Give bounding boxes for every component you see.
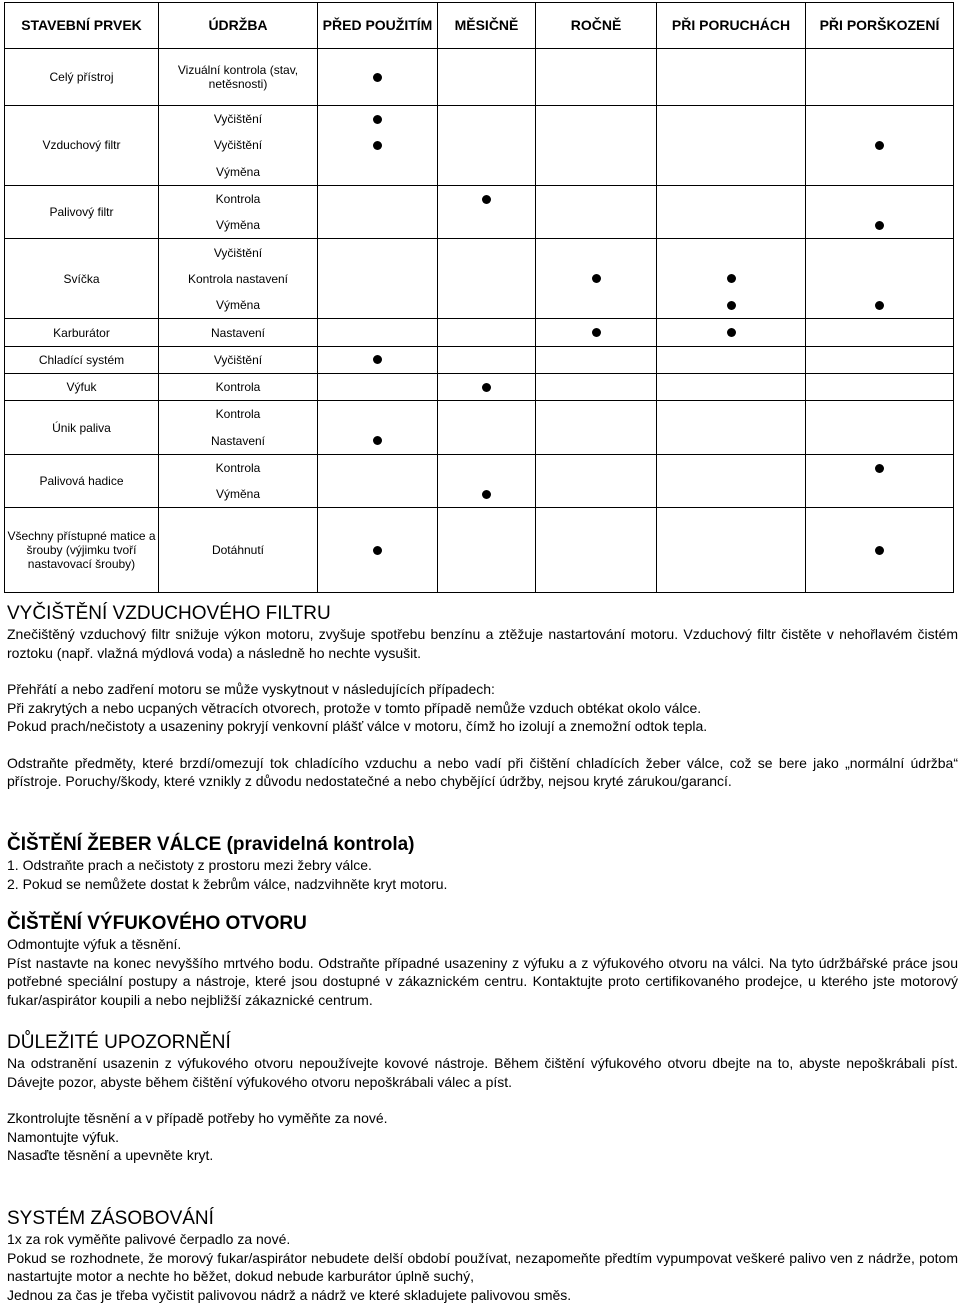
schedule-cell	[536, 239, 657, 319]
schedule-cell	[806, 508, 954, 593]
action-label: Výměna	[215, 487, 261, 502]
schedule-dot-icon	[592, 328, 601, 337]
action-cell	[159, 319, 318, 346]
schedule-cell	[318, 49, 438, 106]
schedule-cell	[657, 106, 806, 186]
part-cell: Svíčka	[5, 239, 159, 319]
schedule-cell	[536, 508, 657, 593]
header-cell: PŘI PORŠKOZENÍ	[806, 3, 954, 49]
schedule-dot-icon	[373, 141, 382, 150]
section-title: ČIŠTĚNÍ ŽEBER VÁLCE (pravidelná kontrola)	[7, 834, 415, 855]
schedule-dot-icon	[875, 301, 884, 310]
part-cell: Vzduchový filtr	[5, 106, 159, 186]
schedule-cell	[438, 106, 536, 186]
paragraph: Odstraňte předměty, které brzdí/omezují tok chladícího vzduchu a nebo vadí při čištění chladících žeber válce, což se bere jako „normální údržba“ přístroje. Poruchy/škody, které vznikly z důvodu nedostatečné a nebo chybějící údržby, nejsou kryté zárukou/garancí.	[7, 754, 958, 789]
schedule-dot-icon	[875, 221, 884, 230]
action-label: Kontrola	[215, 380, 261, 395]
section-title: SYSTÉM ZÁSOBOVÁNÍ	[7, 1208, 214, 1229]
part-cell: Karburátor	[5, 319, 159, 346]
action-label: Výměna	[215, 298, 261, 313]
schedule-dot-icon	[875, 141, 884, 150]
schedule-cell	[806, 346, 954, 373]
schedule-cell	[536, 319, 657, 346]
schedule-cell	[438, 239, 536, 319]
action-label: Vyčištění	[213, 245, 263, 260]
schedule-cell	[438, 185, 536, 239]
part-cell: Všechny přístupné matice a šrouby (výjimku tvoří nastavovací šrouby)	[5, 508, 159, 593]
action-label: Kontrola	[215, 407, 261, 422]
action-cell	[159, 239, 318, 319]
action-cell	[159, 454, 318, 508]
schedule-cell	[657, 346, 806, 373]
schedule-cell	[657, 401, 806, 455]
action-label: Kontrola nastavení	[187, 271, 289, 286]
action-label: Vyčištění	[213, 112, 263, 127]
schedule-cell	[657, 185, 806, 239]
action-label: Výměna	[215, 164, 261, 179]
air-filter-section	[7, 603, 958, 791]
schedule-dot-icon	[482, 195, 491, 204]
section-title: ČIŠTĚNÍ VÝFUKOVÉHO OTVORU	[7, 913, 307, 934]
paragraph: Namontujte výfuk.	[7, 1128, 120, 1145]
part-cell: Chladící systém	[5, 346, 159, 373]
schedule-cell	[536, 346, 657, 373]
schedule-cell	[657, 239, 806, 319]
header-cell: ÚDRŽBA	[159, 3, 318, 49]
action-cell	[159, 508, 318, 593]
schedule-cell	[657, 49, 806, 106]
header-cell: STAVEBNÍ PRVEK	[5, 3, 159, 49]
schedule-dot-icon	[373, 73, 382, 82]
schedule-cell	[438, 346, 536, 373]
action-label: Kontrola	[215, 192, 261, 207]
paragraph: Pokud prach/nečistoty a usazeniny pokryjí venkovní plášť válce v motoru, čímž ho izolují a znemožní odtok tepla.	[7, 718, 708, 734]
header-cell: MĚSIČNĚ	[438, 3, 536, 49]
schedule-dot-icon	[482, 383, 491, 392]
schedule-cell	[657, 373, 806, 400]
part-cell: Výfuk	[5, 373, 159, 400]
header-cell: PŘI PORUCHÁCH	[657, 3, 806, 49]
paragraph: Nasaďte těsnění a upevněte kryt.	[7, 1147, 214, 1163]
schedule-dot-icon	[373, 115, 382, 124]
list-item: 2. Pokud se nemůžete dostat k žebrům válce, nadzvihněte kryt motoru.	[7, 875, 448, 892]
section-title: DŮLEŽITÉ UPOZORNĚNÍ	[7, 1032, 231, 1053]
table-row	[5, 454, 954, 508]
action-label: Nastavení	[210, 325, 266, 340]
schedule-dot-icon	[727, 274, 736, 283]
schedule-cell	[318, 401, 438, 455]
action-cell	[159, 106, 318, 186]
schedule-cell	[806, 106, 954, 186]
schedule-cell	[536, 454, 657, 508]
part-cell: Únik paliva	[5, 401, 159, 455]
maintenance-table	[4, 2, 954, 593]
schedule-cell	[806, 49, 954, 106]
action-label: Vyčištění	[213, 138, 263, 153]
schedule-cell	[536, 49, 657, 106]
schedule-cell	[438, 508, 536, 593]
schedule-cell	[318, 373, 438, 400]
schedule-dot-icon	[482, 490, 491, 499]
paragraph: Jednou za čas je třeba vyčistit palivovou nádrž a nádrž ve které skladujete palivovou směs.	[7, 1286, 572, 1303]
table-row	[5, 185, 954, 239]
table-row	[5, 401, 954, 455]
notice-section	[7, 1032, 958, 1165]
schedule-cell	[438, 454, 536, 508]
schedule-dot-icon	[727, 328, 736, 337]
action-label: Vizuální kontrola (stav, netěsnosti)	[177, 63, 299, 91]
schedule-cell	[806, 185, 954, 239]
schedule-cell	[536, 373, 657, 400]
cylinder-section	[7, 834, 958, 893]
action-label: Nastavení	[210, 433, 266, 448]
schedule-cell	[318, 185, 438, 239]
list-item: 1. Odstraňte prach a nečistoty z prostoru mezi žebry válce.	[7, 857, 372, 873]
schedule-cell	[318, 454, 438, 508]
table-row	[5, 49, 954, 106]
header-cell: PŘED POUŽITÍM	[318, 3, 438, 49]
schedule-cell	[657, 508, 806, 593]
schedule-cell	[806, 454, 954, 508]
action-cell	[159, 49, 318, 106]
action-label: Výměna	[215, 218, 261, 233]
action-cell	[159, 373, 318, 400]
schedule-cell	[536, 401, 657, 455]
schedule-dot-icon	[875, 546, 884, 555]
schedule-cell	[536, 106, 657, 186]
action-cell	[159, 185, 318, 239]
schedule-cell	[806, 239, 954, 319]
action-label: Dotáhnutí	[211, 543, 265, 558]
table-row	[5, 239, 954, 319]
schedule-cell	[438, 49, 536, 106]
paragraph: Odmontujte výfuk a těsnění.	[7, 936, 182, 952]
schedule-cell	[318, 106, 438, 186]
table-row	[5, 319, 954, 346]
schedule-dot-icon	[727, 301, 736, 310]
exhaust-section	[7, 913, 958, 1009]
schedule-dot-icon	[373, 355, 382, 364]
fuel-system-section	[7, 1208, 958, 1304]
paragraph: Na odstranění usazenin z výfukového otvoru nepoužívejte kovové nástroje. Během čištění výfukového otvoru dbejte na to, abyste nepoškrábali píst. Dávejte pozor, abyste během čištění výfukového otvoru nepoškrábali válec a píst.	[7, 1055, 958, 1090]
header-cell: ROČNĚ	[536, 3, 657, 49]
schedule-cell	[318, 346, 438, 373]
schedule-cell	[657, 319, 806, 346]
action-label: Vyčištění	[213, 352, 263, 367]
table-row	[5, 346, 954, 373]
paragraph: Přehřátí a nebo zadření motoru se může vyskytnout v následujících případech:	[7, 681, 495, 697]
schedule-dot-icon	[592, 274, 601, 283]
schedule-dot-icon	[875, 464, 884, 473]
paragraph: Při zakrytých a nebo ucpaných větracích otvorech, protože v tomto případě nemůže vzduch obtékat okolo válce.	[7, 699, 702, 716]
table-row	[5, 373, 954, 400]
schedule-cell	[318, 319, 438, 346]
table-header-row	[5, 3, 954, 49]
schedule-cell	[806, 373, 954, 400]
action-label: Kontrola	[215, 461, 261, 475]
paragraph: Pokud se rozhodnete, že morový fukar/aspirátor nebudete delší období používat, nezapomeňte předtím vypumpovat veškeré palivo ven z nádrže, potom nastartujte motor a nechte ho běžet, dokud nebude karburátor úplně suchý,	[7, 1249, 958, 1284]
schedule-cell	[438, 373, 536, 400]
action-cell	[159, 346, 318, 373]
part-cell: Celý přístroj	[5, 49, 159, 106]
part-cell: Palivová hadice	[5, 454, 159, 508]
schedule-cell	[806, 319, 954, 346]
schedule-dot-icon	[373, 546, 382, 555]
schedule-cell	[438, 401, 536, 455]
schedule-dot-icon	[373, 436, 382, 445]
paragraph: Píst nastavte na konec nevyššího mrtvého bodu. Odstraňte případné usazeniny z výfuku a z výfukového otvoru na válci. Na tyto údržbářské práce jsou potřebné speciální postupy a nástroje, které jsou dostupné v zákaznickém centru. Kontaktujte proto certifikovaného prodejce, u kterého jste motorový fukar/aspirátor koupili a nebo nejbližší zákaznické centrum.	[7, 954, 958, 1008]
schedule-cell	[318, 508, 438, 593]
section-title: VYČIŠTĚNÍ VZDUCHOVÉHO FILTRU	[7, 603, 331, 624]
schedule-cell	[657, 454, 806, 508]
paragraph: 1x za rok vyměňte palivové čerpadlo za nové.	[7, 1231, 291, 1247]
paragraph: Znečištěný vzduchový filtr snižuje výkon motoru, zvyšuje spotřebu benzínu a ztěžuje nastartování motoru. Vzduchový filtr čistěte v nehořlavém čistém roztoku (např. vlažná mýdlová voda) a následně ho nechte vysušit.	[7, 626, 958, 661]
table-row	[5, 508, 954, 593]
table-row	[5, 106, 954, 186]
schedule-cell	[806, 401, 954, 455]
schedule-cell	[438, 319, 536, 346]
action-cell	[159, 401, 318, 455]
part-cell: Palivový filtr	[5, 185, 159, 239]
schedule-cell	[318, 239, 438, 319]
schedule-cell	[536, 185, 657, 239]
paragraph: Zkontrolujte těsnění a v případě potřeby ho vyměňte za nové.	[7, 1110, 388, 1126]
